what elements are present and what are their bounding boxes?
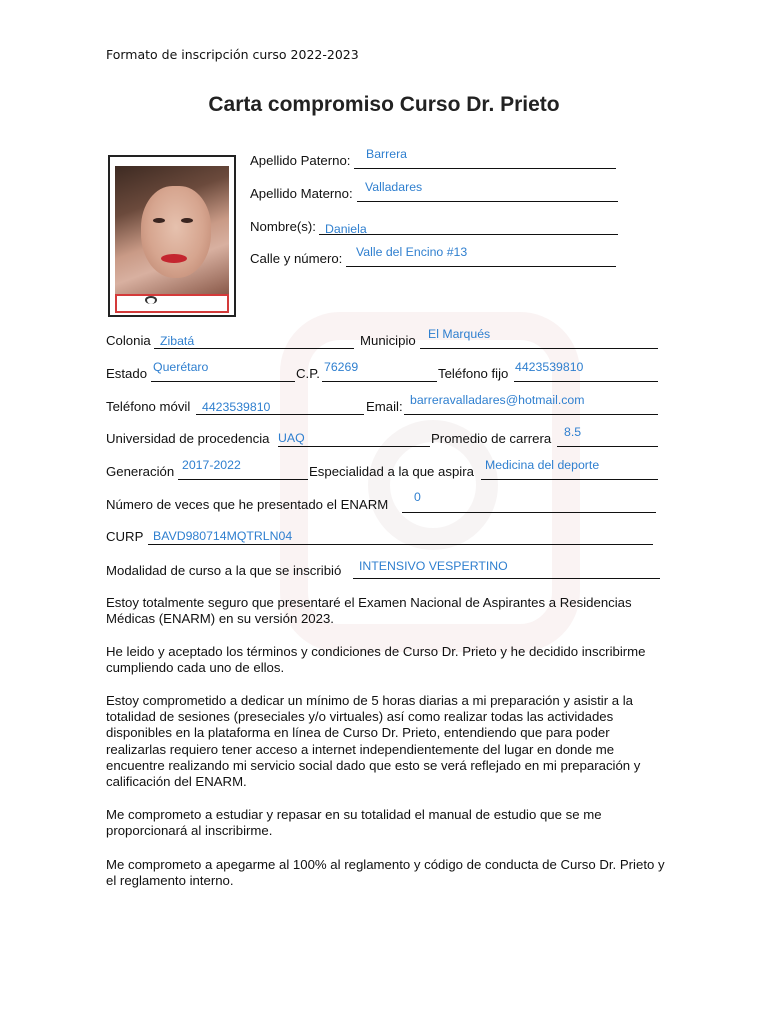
paragraph-4: Me comprometo a estudiar y repasar en su totalidad el manual de estudio que se me proporcionará al inscribirme.: [106, 807, 602, 839]
nombres-field: [250, 219, 620, 237]
paragraph-3: Estoy comprometido a dedicar un mínimo de 5 horas diarias a mi preparación y asistir a la totalidad de sesiones (preseciales y/o virtuales) así como realizar todas las actividades disponibles en la plataforma en línea de Curso Dr. Prieto, entendiendo que para poder realizarlas requiero tener acceso a internet independientemente del lugar en donde me encuentre realizando mi servicio social dado que esto se verá reflejado en mi preparación y calificación del ENARM.: [106, 693, 641, 790]
apellido-paterno-label: Apellido Paterno:: [250, 153, 351, 168]
estado-value[interactable]: Querétaro: [153, 360, 209, 374]
calle-field: [250, 245, 620, 269]
promedio-label: Promedio de carrera: [431, 431, 552, 446]
document-title: Carta compromiso Curso Dr. Prieto: [208, 93, 560, 116]
paragraph-1: Estoy totalmente seguro que presentaré el Examen Nacional de Aspirantes a Residencias Médicas (ENARM) en su versión 2023.: [106, 595, 632, 627]
generacion-especialidad-row: [106, 458, 666, 482]
apellido-materno-field: [250, 180, 620, 204]
curp-label: CURP: [106, 529, 144, 544]
movil-email-row: [106, 393, 666, 417]
municipio-value[interactable]: El Marqués: [428, 327, 491, 341]
universidad-value[interactable]: UAQ: [278, 431, 305, 445]
telefono-fijo-label: Teléfono fijo: [438, 366, 509, 381]
universidad-promedio-row: [106, 425, 666, 449]
modalidad-row: [106, 559, 666, 581]
especialidad-label: Especialidad a la que aspira: [309, 464, 474, 479]
photo-caption-box: [115, 294, 229, 313]
paragraph-2: He leido y aceptado los términos y condiciones de Curso Dr. Prieto y he decidido inscribirme cumpliendo cada uno de ellos.: [106, 644, 646, 676]
photo-image: [115, 166, 229, 294]
apellido-paterno-value[interactable]: Barrera: [366, 147, 408, 161]
nombres-label: Nombre(s):: [250, 219, 316, 234]
email-value[interactable]: barreravalladares@hotmail.com: [410, 393, 585, 407]
especialidad-value[interactable]: Medicina del deporte: [485, 458, 600, 472]
calle-label: Calle y número:: [250, 251, 343, 266]
curp-row: [106, 529, 666, 547]
municipio-label: Municipio: [360, 333, 416, 348]
cp-label: C.P.: [296, 366, 320, 381]
universidad-label: Universidad de procedencia: [106, 431, 270, 446]
veces-enarm-row: [106, 490, 666, 515]
veces-enarm-label: Número de veces que he presentado el ENARM: [106, 497, 389, 512]
apellido-paterno-field: [250, 147, 620, 171]
colonia-municipio-row: [106, 327, 666, 351]
calle-value[interactable]: Valle del Encino #13: [356, 245, 468, 259]
modalidad-label: Modalidad de curso a la que se inscribió: [106, 563, 342, 578]
paragraph-5: Me comprometo a apegarme al 100% al reglamento y código de conducta de Curso Dr. Prieto y el reglamento interno.: [106, 857, 665, 889]
curp-value[interactable]: BAVD980714MQTRLN04: [153, 529, 293, 543]
generacion-value[interactable]: 2017-2022: [182, 458, 241, 472]
estado-cp-telefono-row: [106, 360, 666, 384]
nombres-value[interactable]: Daniela: [325, 222, 367, 236]
promedio-value[interactable]: 8.5: [564, 425, 582, 439]
telefono-movil-value[interactable]: 4423539810: [202, 400, 271, 414]
colonia-label: Colonia: [106, 333, 151, 348]
apellido-materno-value[interactable]: Valladares: [365, 180, 423, 194]
telefono-movil-label: Teléfono móvil: [106, 399, 191, 414]
telefono-fijo-value[interactable]: 4423539810: [515, 360, 584, 374]
document-header: Formato de inscripción curso 2022-2023: [106, 47, 359, 62]
generacion-label: Generación: [106, 464, 175, 479]
estado-label: Estado: [106, 366, 148, 381]
applicant-photo: [108, 155, 236, 317]
veces-enarm-value[interactable]: 0: [414, 490, 421, 504]
apellido-materno-label: Apellido Materno:: [250, 186, 353, 201]
email-label: Email:: [366, 399, 403, 414]
colonia-value[interactable]: Zibatá: [160, 334, 195, 348]
cp-value[interactable]: 76269: [324, 360, 359, 374]
modalidad-value[interactable]: INTENSIVO VESPERTINO: [359, 559, 508, 573]
